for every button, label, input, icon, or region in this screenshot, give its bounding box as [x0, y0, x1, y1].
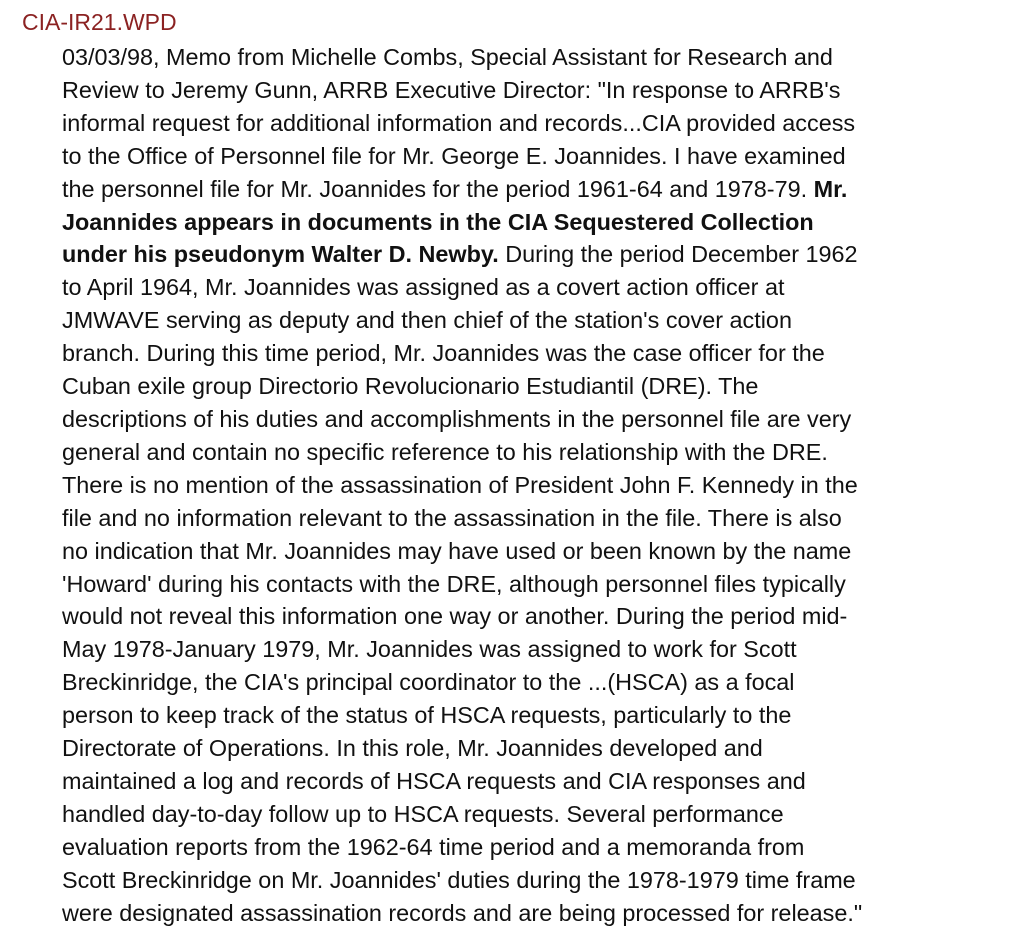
memo-text-segment: Cuban exile group Directorio Revolucionario Estudiantil (DRE). The [62, 373, 759, 400]
memo-line [62, 633, 1002, 666]
memo-line [62, 304, 1002, 337]
memo-line [62, 107, 1002, 140]
memo-text-segment: Breckinridge, the CIA's principal coordinator to the ...(HSCA) as a focal [62, 669, 795, 696]
memo-text-segment: to the Office of Personnel file for Mr. George E. Joannides. I have examined [62, 142, 846, 169]
memo-text-segment: no indication that Mr. Joannides may have used or been known by the name [62, 537, 852, 564]
memo-text-segment: to April 1964, Mr. Joannides was assigned as a covert action officer at [62, 274, 785, 301]
memo-line [62, 699, 1002, 732]
memo-text-segment: handled day-to-day follow up to HSCA requests. Several performance [62, 800, 784, 827]
memo-line [62, 173, 1002, 206]
memo-text-segment: Scott Breckinridge on Mr. Joannides' duties during the 1978-1979 time frame [62, 866, 856, 893]
memo-line [62, 864, 1002, 897]
memo-line [62, 600, 1002, 633]
memo-text-segment: maintained a log and records of HSCA requests and CIA responses and [62, 767, 806, 794]
memo-text-segment: During the period December 1962 [498, 241, 858, 268]
memo-text-segment: file and no information relevant to the assassination in the file. There is also [62, 504, 842, 531]
memo-text-segment: Directorate of Operations. In this role, Mr. Joannides developed and [62, 735, 763, 762]
memo-text-segment: JMWAVE serving as deputy and then chief of the station's cover action [62, 307, 792, 334]
memo-text-segment: would not reveal this information one way or another. During the period mid- [62, 603, 848, 630]
memo-line [62, 238, 1002, 271]
memo-line [62, 436, 1002, 469]
memo-line [62, 140, 1002, 173]
document-title: CIA-IR21.WPD [22, 9, 177, 35]
memo-text-segment: May 1978-January 1979, Mr. Joannides was assigned to work for Scott [62, 636, 797, 663]
memo-text-segment: Review to Jeremy Gunn, ARRB Executive Director: "In response to ARRB's [62, 76, 841, 103]
memo-line [62, 666, 1002, 699]
memo-text-segment: were designated assassination records and are being processed for release." [62, 899, 863, 926]
memo-line [62, 74, 1002, 107]
memo-text-bold: under his pseudonym Walter D. Newby. [62, 241, 499, 268]
memo-line [62, 535, 1002, 568]
memo-text-segment: branch. During this time period, Mr. Joannides was the case officer for the [62, 340, 825, 367]
memo-line [62, 765, 1002, 798]
memo-text-segment: 'Howard' during his contacts with the DRE, although personnel files typically [62, 570, 846, 597]
memo-line [62, 732, 1002, 765]
memo-line [62, 370, 1002, 403]
memo-text-bold: Joannides appears in documents in the CIA Sequestered Collection [62, 208, 814, 235]
memo-text-bold: Mr. [813, 175, 848, 202]
memo-text-segment: informal request for additional information and records...CIA provided access [62, 109, 856, 136]
memo-line [62, 568, 1002, 601]
memo-line [62, 469, 1002, 502]
memo-line [62, 897, 1002, 930]
memo-text-segment: evaluation reports from the 1962-64 time period and a memoranda from [62, 833, 805, 860]
memo-line [62, 271, 1002, 304]
memo-line [62, 403, 1002, 436]
memo-line [62, 798, 1002, 831]
memo-text [62, 41, 1002, 929]
memo-line [62, 41, 1002, 74]
memo-text-segment: descriptions of his duties and accomplishments in the personnel file are very [62, 405, 852, 432]
memo-line [62, 502, 1002, 535]
memo-text-segment: general and contain no specific reference to his relationship with the DRE. [62, 438, 828, 465]
memo-line [62, 831, 1002, 864]
memo-text-segment: 03/03/98, Memo from Michelle Combs, Special Assistant for Research and [62, 44, 833, 70]
memo-text-segment: person to keep track of the status of HSCA requests, particularly to the [62, 702, 792, 729]
memo-text-segment: the personnel file for Mr. Joannides for the period 1961-64 and 1978-79. [62, 175, 814, 202]
memo-line [62, 337, 1002, 370]
memo-text-segment: There is no mention of the assassination of President John F. Kennedy in the [62, 471, 858, 498]
memo-line [62, 206, 1002, 239]
